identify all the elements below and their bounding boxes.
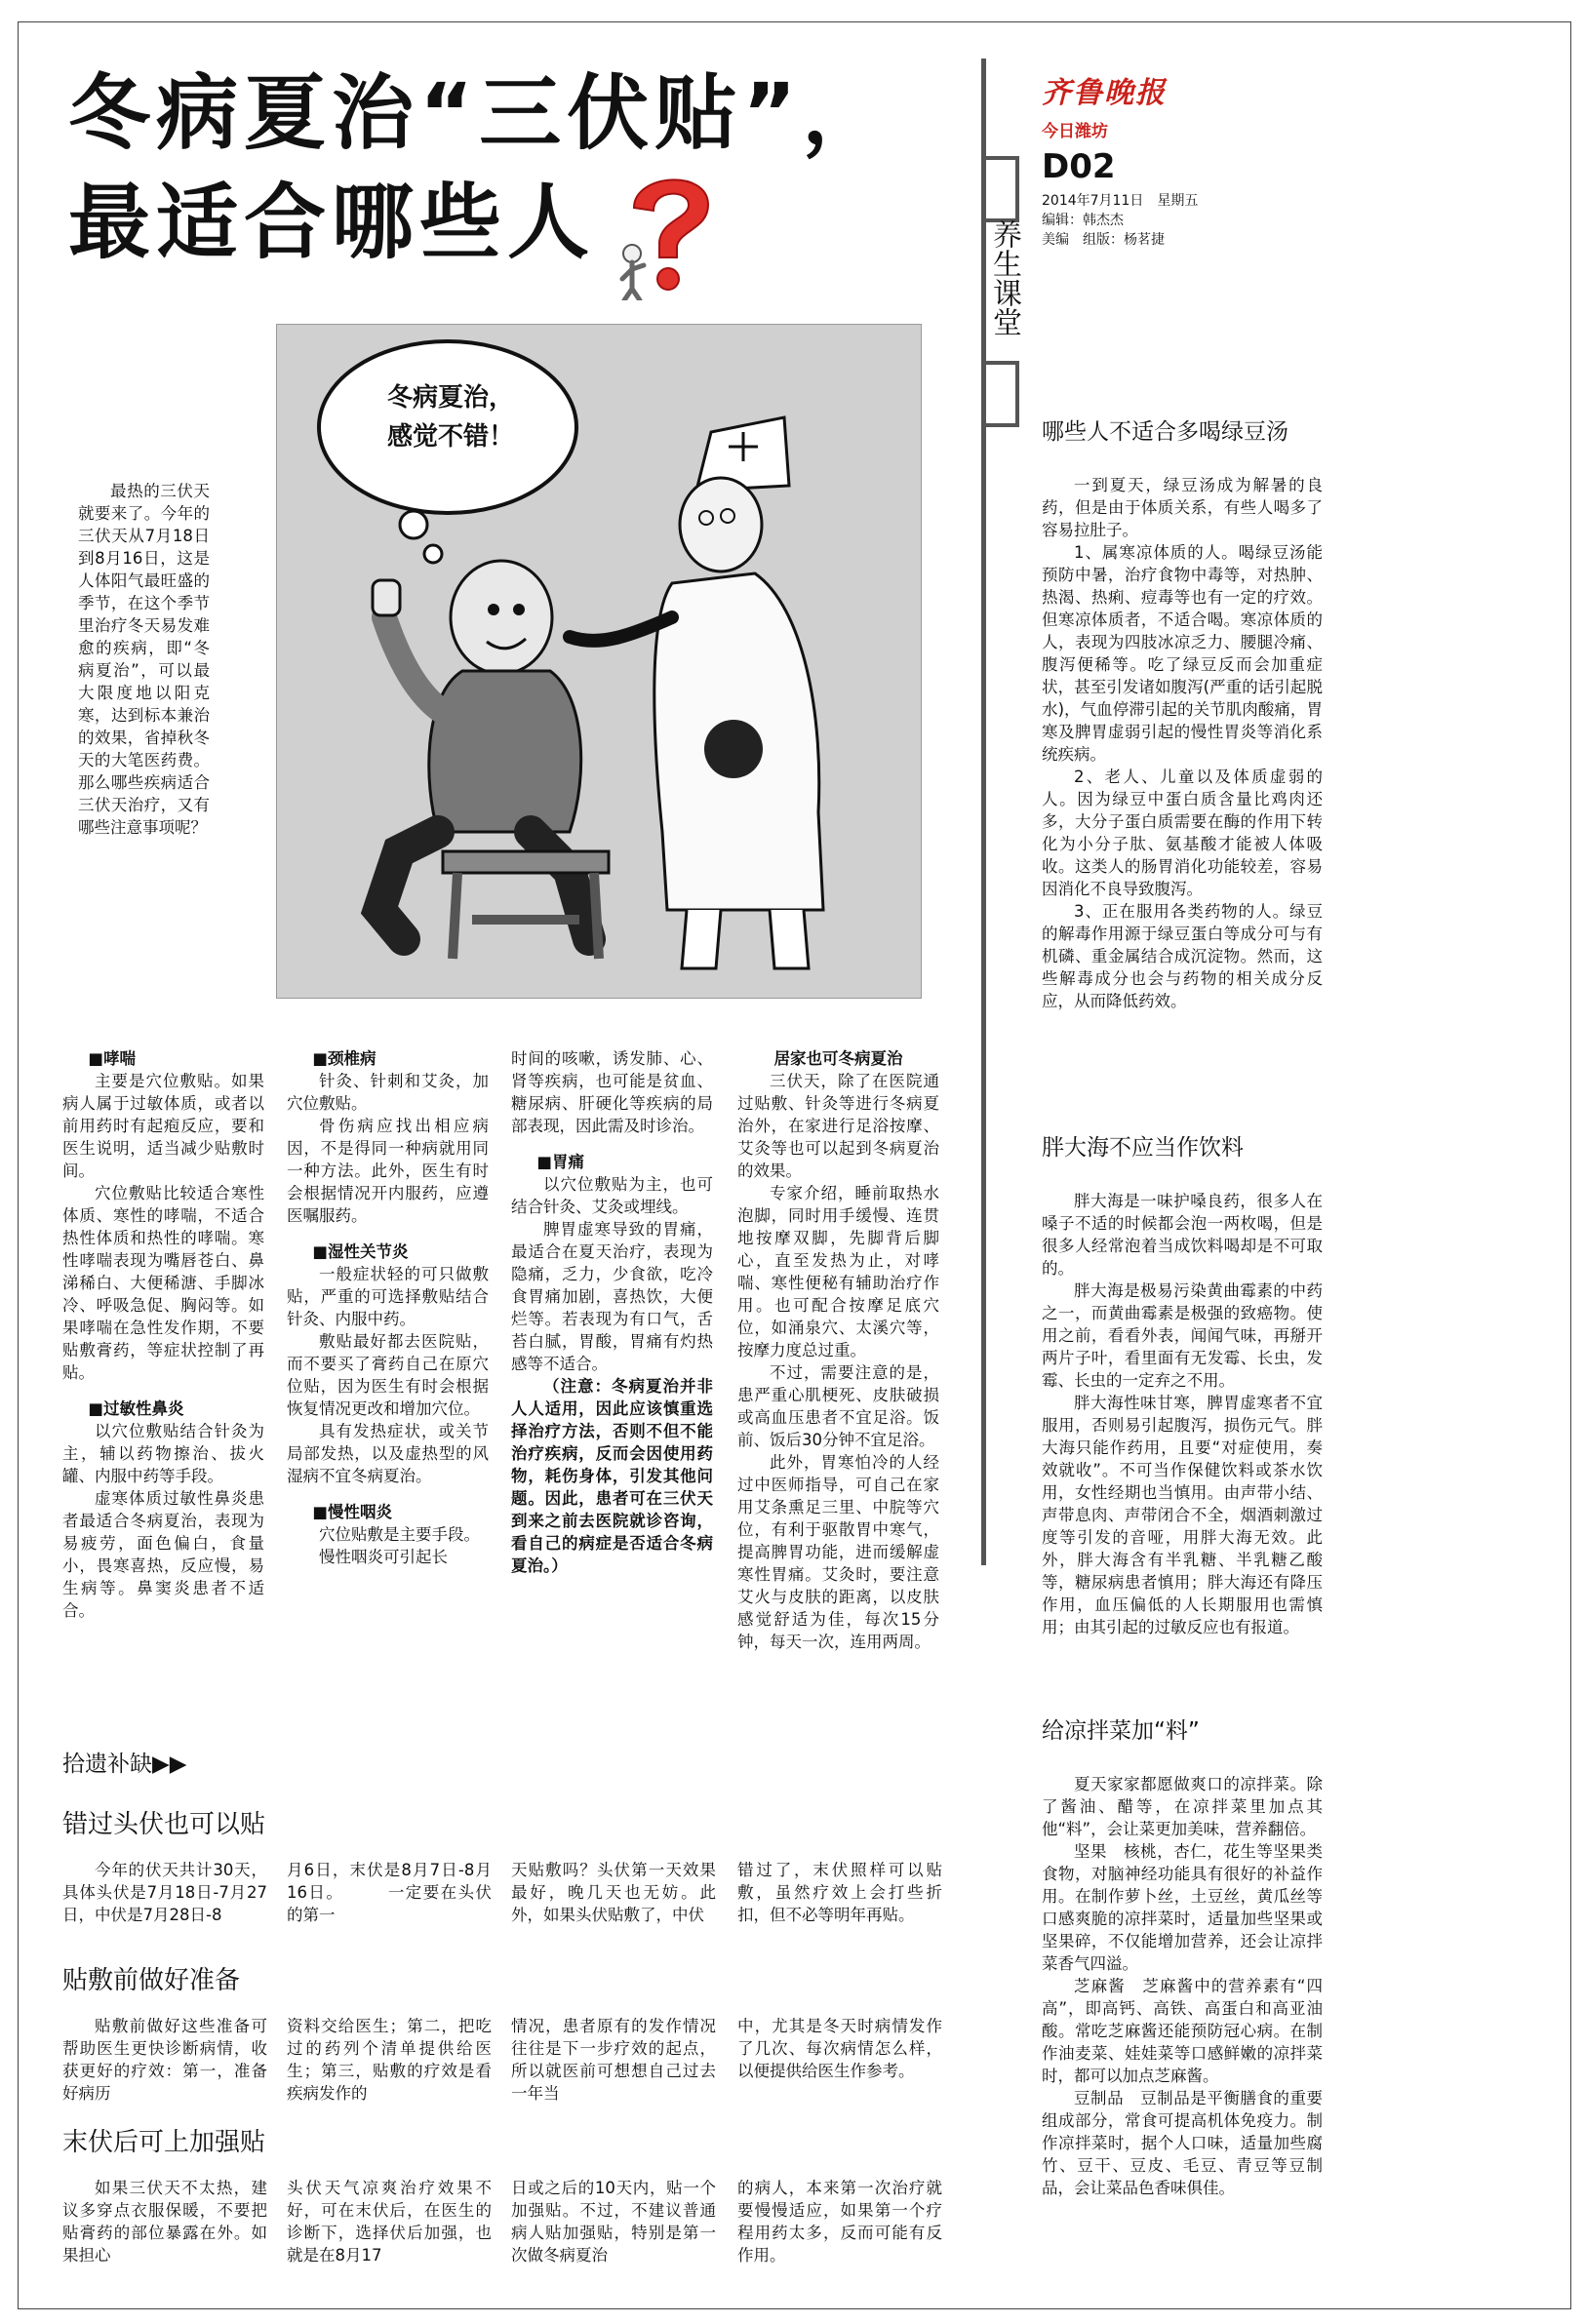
paragraph: 错过了，末伏照样可以贴敷，虽然疗效上会打些折扣，但不必等明年再贴。 (737, 1861, 942, 1924)
headline-line1: 冬病夏治“三伏贴”， (68, 65, 891, 161)
paragraph: 3、正在服用各类药物的人。绿豆的解毒作用源于绿豆蛋白等成分可与有机磷、重金属结合成沉淀物。然而，这些解毒成分也会与药物的相关成分反应，从而降低药效。 (1042, 902, 1323, 1010)
paragraph: 虚寒体质过敏性鼻炎患者最适合冬病夏治，表现为易疲劳，面色偏白，食量小，畏寒喜热，反应慢，易生病等。鼻窦炎患者不适合。 (62, 1489, 264, 1620)
paragraph: 专家介绍，睡前取热水泡脚，同时用手缓慢、连贯地按摩双脚，先脚背后脚心，直至发热为止，对哮喘、寒性便秘有辅助治疗作用。也可配合按摩足底穴位，如涌泉穴、太溪穴等，按摩力度总过重。 (737, 1184, 939, 1359)
subhead-home: 居家也可冬病夏治 (773, 1049, 903, 1068)
speech-line2: 感觉不错！ (386, 422, 514, 452)
right-article-3 (1042, 1716, 1323, 2199)
design-line: 美编 组版：杨茗捷 (1042, 232, 1165, 248)
article-column-3 (511, 1047, 713, 1701)
section-tag: 今日潍坊 (1042, 122, 1108, 141)
column-name-vertical (986, 219, 1021, 345)
paragraph: 情况，患者原有的发作情况往往是下一步疗效的起点，所以就医前可想想自己过去一年当 (511, 2017, 716, 2103)
paragraph: 胖大海是极易污染黄曲霉素的中药之一，而黄曲霉素是极强的致癌物。使用之前，看看外表，闻闻气味，再掰开两片子叶，看里面有无发霉、长虫，发霉、长虫的一定弃之不用。 (1042, 1281, 1323, 1390)
paragraph: 一般症状轻的可只做敷贴，严重的可选择敷贴结合针灸、内服中药。 (287, 1265, 489, 1328)
paragraph: 夏天家家都愿做爽口的凉拌菜。除了酱油、醋等，在凉拌菜里加点其他“料”，会让菜更加美味，营养翻倍。 (1042, 1775, 1323, 1838)
paragraph: 胖大海是一味护嗓良药，很多人在嗓子不适的时候都会泡一两枚喝，但是很多人经常泡着当成饮料喝却是不可取的。 (1042, 1192, 1323, 1278)
supplement-1-col4 (737, 1859, 942, 1926)
paragraph: 2、老人、儿童以及体质虚弱的人。因为绿豆中蛋白质含量比鸡肉还多，大分子蛋白质需要在酶的作用下转化为小分子肽、氨基酸才能被人体吸收。这类人的肠胃消化功能较差，容易因消化不良导致腹泻。 (1042, 768, 1323, 898)
paragraph: 中，尤其是冬天时病情发作了几次、每次病情怎么样，以便提供给医生作参考。 (737, 2017, 942, 2080)
headline-line2: 最适合哪些人 (68, 175, 596, 270)
lead-text: 最热的三伏天就要来了。今年的三伏天从7月18日到8月16日，这是人体阳气最旺盛的季节，在这个季节里治疗冬天易发难愈的疾病，即“冬病夏治”，可以最大限度地以阳克寒，达到标本兼治的效果，省掉秋冬天的大笔医药费。那么哪些疾病适合三伏天治疗，又有哪些注意事项呢？ (78, 482, 210, 837)
subhead-rhinitis: ■过敏性鼻炎 (88, 1399, 184, 1418)
divider-frieze-top (986, 156, 1019, 222)
right-article-2-title: 胖大海不应当作饮料 (1042, 1135, 1244, 1161)
paragraph: 此外，胃寒怕冷的人经过中医师指导，可自己在家用艾条熏足三里、中脘等穴位，有利于驱散胃中寒气，提高脾胃功能，进而缓解虚寒性胃痛。艾灸时，要注意艾火与皮肤的距离，以皮肤感觉舒适为佳，每次15分钟，每天一次，连用两周。 (737, 1453, 939, 1651)
paragraph: 月6日，末伏是8月7日-8月16日。 一定要在头伏的第一 (287, 1861, 492, 1924)
speech-line1: 冬病夏治， (386, 383, 514, 413)
question-mark-figure-icon (613, 164, 730, 300)
paragraph: 主要是穴位敷贴。如果病人属于过敏体质，或者以前用药时有起疱反应，要和医生说明，适当减少贴敷时间。 (62, 1072, 264, 1180)
paragraph: 敷贴最好都去医院贴，而不要买了膏药自己在原穴位贴，因为医生有时会根据恢复情况更改和增加穴位。 (287, 1332, 489, 1418)
paragraph: 一到夏天，绿豆汤成为解暑的良药，但是由于体质关系，有些人喝多了容易拉肚子。 (1042, 476, 1323, 539)
supplement-3-col4 (737, 2177, 942, 2266)
page-code: D02 (1042, 147, 1116, 186)
paragraph: 天贴敷吗？头伏第一天效果最好，晚几天也无妨。此外，如果头伏贴敷了，中伏 (511, 1861, 716, 1924)
right-article-1-title: 哪些人不适合多喝绿豆汤 (1042, 419, 1288, 445)
article-column-2 (287, 1047, 489, 1701)
article-column-4 (737, 1047, 939, 1701)
paragraph: 胖大海性味甘寒，脾胃虚寒者不宜服用，否则易引起腹泻，损伤元气。胖大海只能作药用，且要“对症使用，奏效就收”。不可当作保健饮料或茶水饮用，女性经期也当慎用。由声带小结、声带息肉、声带闭合不全，烟酒刺激过度等引发的音哑，用胖大海无效。此外，胖大海含有半乳糖、半乳糖乙酸等，糖尿病患者慎用；胖大海还有降压作用，血压偏低的人长期服用也需慎用；由其引起的过敏反应也有报道。 (1042, 1394, 1323, 1636)
supplement-1-col3 (511, 1859, 716, 1926)
headline (68, 59, 946, 277)
paragraph: 不过，需要注意的是，患严重心肌梗死、皮肤破损或高血压患者不宜足浴。饭前、饭后30分钟不宜足浴。 (737, 1363, 939, 1449)
supplement-2-col2 (287, 2015, 492, 2105)
paragraph: 贴敷前做好这些准备可帮助医生更快诊断病情，收获更好的疗效：第一，准备好病历 (62, 2017, 267, 2103)
paragraph: 穴位贴敷是主要手段。 (319, 1525, 480, 1544)
supplement-1-col2 (287, 1859, 492, 1926)
paragraph: 三伏天，除了在医院通过贴敷、针灸等进行冬病夏治外，在家进行足浴按摩、艾灸等也可以起到冬病夏治的效果。 (737, 1072, 939, 1180)
right-article-1 (1042, 417, 1323, 1012)
article-column-1 (62, 1047, 264, 1701)
date-line: 2014年7月11日 星期五 (1042, 193, 1199, 209)
paragraph: 1、属寒凉体质的人。喝绿豆汤能预防中暑，治疗食物中毒等，对热肿、热渴、热痢、痘毒等也有一定的疗效。但寒凉体质者，不适合喝。寒凉体质的人，表现为四肢冰凉乏力、腰腿冷痛、腹泻便稀等。吃了绿豆反而会加重症状，甚至引发诸如腹泻(严重的话引起脱水)，气血停滞引起的关节肌肉酸痛，胃寒及脾胃虚弱引起的慢性胃炎等消化系统疾病。 (1042, 543, 1323, 764)
right-article-3-title: 给凉拌菜加“料” (1042, 1718, 1200, 1744)
supplement-2-col4 (737, 2015, 942, 2082)
supplement-3-title: 末伏后可上加强贴 (62, 2128, 266, 2157)
paragraph: 的病人，本来第一次治疗就要慢慢适应，如果第一个疗程用药太多，反而可能有反作用。 (737, 2179, 942, 2265)
paragraph: 豆制品 豆制品是平衡膳食的重要组成部分，常食可提高机体免疫力。制作凉拌菜时，据个人口味，适量加些腐竹、豆干、豆皮、毛豆、青豆等豆制品，会让菜品色香味俱佳。 (1042, 2089, 1323, 2197)
paragraph: 具有发热症状，或关节局部发热，以及虚热型的风湿病不宜冬病夏治。 (287, 1422, 489, 1485)
column-name: 养生课堂 (987, 219, 1021, 336)
paragraph: 骨伤病应找出相应病因，不是得同一种病就用同一种方法。此外，医生有时会根据情况开内服药，应遵医嘱服药。 (287, 1117, 489, 1225)
supplement-label: 拾遗补缺▶▶ (62, 1752, 187, 1777)
paper-name-logo: 齐鲁晚报 (1042, 76, 1167, 110)
editor-line: 编辑：韩杰杰 (1042, 213, 1124, 228)
supplement-2-title: 贴敷前做好准备 (62, 1966, 241, 1995)
divider-frieze-bottom (986, 361, 1019, 427)
cartoon-illustration (276, 324, 922, 999)
paragraph: 资料交给医生；第二，把吃过的药列个清单提供给医生；第三，贴敷的疗效是看疾病发作的 (287, 2017, 492, 2103)
paragraph: 芝麻酱 芝麻酱中的营养素有“四高”，即高钙、高铁、高蛋白和高亚油酸。常吃芝麻酱还能预防冠心病。在制作油麦菜、娃娃菜等口感鲜嫩的凉拌菜时，都可以加点芝麻酱。 (1042, 1977, 1323, 2085)
lead-paragraph (78, 480, 210, 839)
right-article-2 (1042, 1133, 1323, 1638)
supplement-1-title: 错过头伏也可以贴 (62, 1810, 266, 1839)
paragraph: 针灸、针刺和艾灸，加穴位敷贴。 (287, 1072, 489, 1113)
paragraph: 以穴位敷贴结合针灸为主，辅以药物擦治、拔火罐、内服中药等手段。 (62, 1422, 264, 1485)
subhead-pharyngitis: ■慢性咽炎 (312, 1503, 392, 1521)
supplement-2-col3 (511, 2015, 716, 2105)
note-paragraph: （注意：冬病夏治并非人人适用，因此应该慎重选择治疗方法，否则不但不能治疗疾病，反而会因使用药物，耗伤身体，引发其他问题。因此，患者可在三伏天到来之前去医院就诊咨询，看自己的病症是否适合冬病夏治。） (511, 1377, 713, 1575)
supplement-1-col1 (62, 1859, 267, 1926)
subhead-arthritis: ■湿性关节炎 (312, 1242, 409, 1261)
paragraph: 慢性咽炎可引起长 (319, 1548, 448, 1566)
paragraph: 如果三伏天不太热，建议多穿点衣服保暖，不要把贴膏药的部位暴露在外。如果担心 (62, 2179, 267, 2265)
paragraph: 日或之后的10天内，贴一个加强贴。不过，不建议普通病人贴加强贴，特别是第一次做冬病夏治 (511, 2179, 716, 2265)
subhead-stomach: ■胃痛 (536, 1153, 584, 1171)
supplement-2-col1 (62, 2015, 267, 2105)
paragraph: 今年的伏天共计30天，具体头伏是7月18日-7月27日，中伏是7月28日-8 (62, 1861, 267, 1924)
speech-bubble-text (353, 378, 548, 456)
supplement-3-col3 (511, 2177, 716, 2266)
paragraph: 脾胃虚寒导致的胃痛，最适合在夏天治疗，表现为隐痛，乏力，少食欲，吃冷食胃痛加剧，喜热饮，大便烂等。若表现为有口气，舌苔白腻，胃酸，胃痛有灼热感等不适合。 (511, 1220, 713, 1373)
paragraph: 穴位敷贴比较适合寒性体质、寒性的哮喘，不适合热性体质和热性的哮喘。寒性哮喘表现为嘴唇苍白、鼻涕稀白、大便稀溏、手脚冰冷、呼吸急促、胸闷等。如果哮喘在急性发作期，不要贴敷膏药，等症状控制了再贴。 (62, 1184, 264, 1382)
paragraph: 坚果 核桃，杏仁，花生等坚果类食物，对脑神经功能具有很好的补益作用。在制作萝卜丝，土豆丝，黄瓜丝等口感爽脆的凉拌菜时，适量加些坚果或坚果碎，不仅能增加营养，还会让凉拌菜香气四溢。 (1042, 1842, 1323, 1973)
paragraph: 头伏天气凉爽治疗效果不好，可在末伏后，在医生的诊断下，选择伏后加强，也就是在8月17 (287, 2179, 492, 2265)
paragraph: 以穴位敷贴为主，也可结合针灸、艾灸或埋线。 (511, 1175, 713, 1216)
supplement-3-col1 (62, 2177, 267, 2266)
masthead (1042, 68, 1315, 249)
subhead-asthma: ■哮喘 (88, 1049, 136, 1068)
supplement-3-col2 (287, 2177, 492, 2266)
paragraph: 时间的咳嗽，诱发肺、心、肾等疾病，也可能是贫血、糖尿病、肝硬化等疾病的局部表现，因此需及时诊治。 (511, 1049, 713, 1135)
subhead-cervical: ■颈椎病 (312, 1049, 376, 1068)
